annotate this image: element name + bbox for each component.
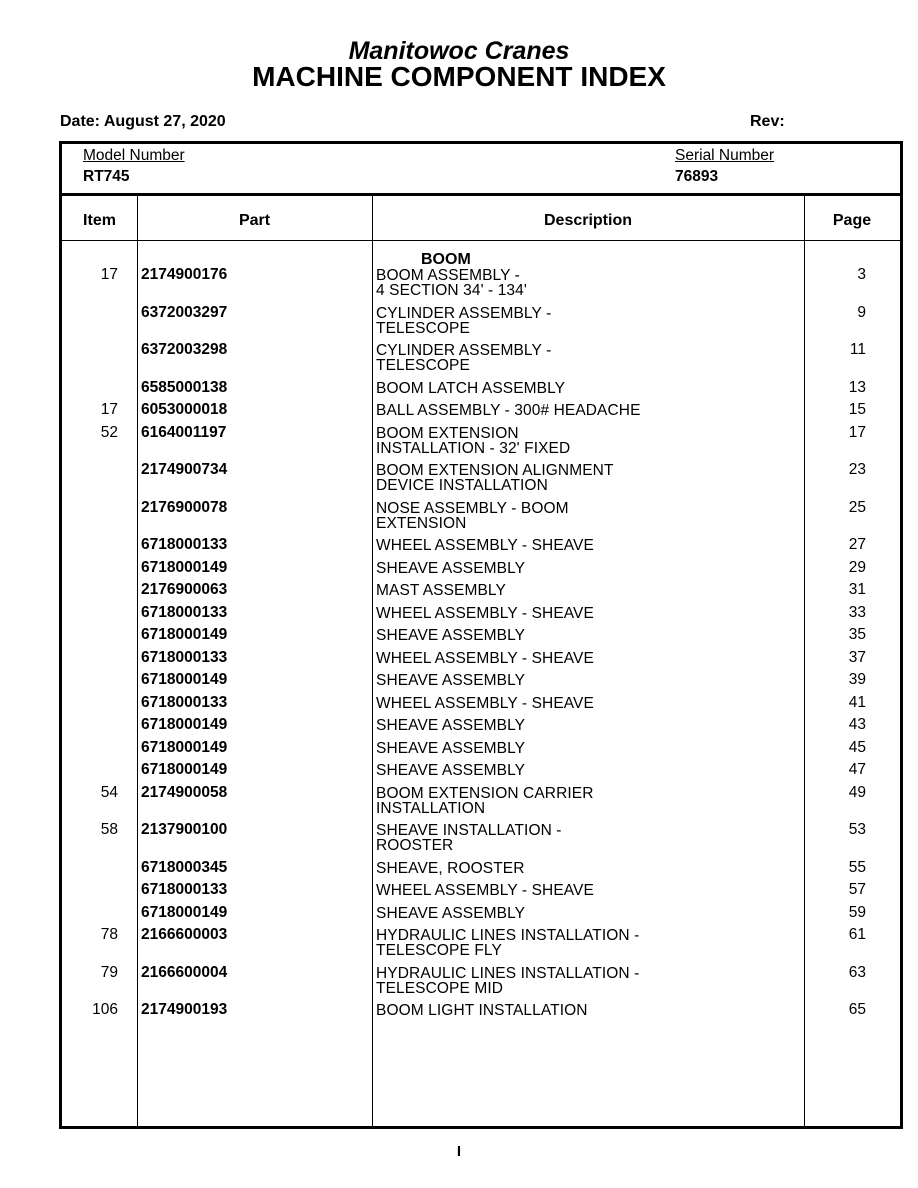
part-number: 2176900078	[141, 498, 228, 516]
column-header-page: Page	[832, 212, 872, 229]
part-description	[376, 501, 569, 531]
description-line: CYLINDER ASSEMBLY -	[376, 342, 552, 359]
part-number: 6718000149	[141, 626, 228, 643]
description-line: INSTALLATION	[376, 799, 486, 817]
item-number: 58	[100, 821, 118, 838]
page-reference: 23	[848, 461, 866, 478]
part-number: 2166600003	[141, 926, 228, 943]
description-line: NOSE ASSEMBLY - BOOM	[376, 499, 569, 517]
part-description	[376, 966, 639, 996]
part-number: 6372003298	[141, 341, 228, 358]
part-description	[376, 463, 614, 493]
part-number: 2174900734	[141, 461, 228, 478]
part-description	[376, 651, 594, 666]
part-description	[376, 381, 565, 396]
model-number-value: RT745	[83, 168, 130, 185]
part-number: 6718000133	[141, 881, 228, 898]
description-line: WHEEL ASSEMBLY - SHEAVE	[376, 604, 594, 622]
part-number: 2174900176	[141, 266, 228, 283]
part-description	[376, 696, 594, 711]
page-reference: 17	[848, 423, 866, 441]
page-reference: 61	[848, 926, 866, 943]
part-number: 6718000133	[141, 693, 228, 711]
page-reference: 55	[848, 858, 866, 876]
description-line: BOOM ASSEMBLY -	[376, 267, 520, 284]
description-line: SHEAVE, ROOSTER	[376, 859, 525, 877]
item-number: 52	[100, 423, 118, 441]
page-title: MACHINE COMPONENT INDEX	[252, 61, 666, 92]
page-reference: 49	[848, 783, 866, 801]
part-number: 2174900193	[141, 1001, 228, 1018]
part-description	[376, 583, 506, 598]
column-header-part: Part	[238, 212, 271, 229]
part-description	[376, 883, 594, 898]
item-number: 79	[100, 963, 118, 981]
part-description	[376, 343, 551, 373]
page-reference: 3	[857, 266, 866, 283]
part-description	[376, 741, 525, 756]
part-number: 6718000149	[141, 761, 228, 778]
part-description	[376, 561, 525, 576]
page-reference: 57	[848, 881, 866, 898]
page-reference: 63	[848, 963, 866, 981]
description-line: SHEAVE ASSEMBLY	[376, 762, 526, 779]
part-description	[376, 1003, 588, 1018]
page-reference: 47	[848, 761, 866, 778]
part-number: 2174900058	[141, 783, 228, 801]
date-label: Date: August 27, 2020	[60, 113, 226, 130]
description-line: BOOM LATCH ASSEMBLY	[376, 379, 566, 397]
page-reference: 45	[848, 738, 866, 756]
page-reference: 59	[848, 903, 866, 921]
model-number-label: Model Number	[83, 147, 185, 164]
page-reference: 41	[848, 693, 866, 711]
part-description	[376, 606, 594, 621]
part-description	[376, 763, 525, 778]
description-line: BOOM EXTENSION ALIGNMENT	[376, 462, 614, 479]
serial-number-value: 76893	[675, 168, 719, 185]
description-line: CYLINDER ASSEMBLY -	[376, 304, 552, 322]
part-number: 6718000133	[141, 536, 228, 553]
description-line: WHEEL ASSEMBLY - SHEAVE	[376, 537, 594, 554]
description-line: TELESCOPE MID	[376, 979, 504, 997]
part-number: 2166600004	[141, 963, 228, 981]
description-line: BALL ASSEMBLY - 300# HEADACHE	[376, 402, 641, 419]
page-reference: 25	[848, 498, 866, 516]
description-line: SHEAVE ASSEMBLY	[376, 739, 526, 757]
description-line: WHEEL ASSEMBLY - SHEAVE	[376, 882, 594, 899]
description-line: MAST ASSEMBLY	[376, 582, 506, 599]
page-reference: 9	[857, 303, 866, 321]
serial-number-label: Serial Number	[675, 147, 775, 164]
part-description	[376, 268, 527, 298]
part-description	[376, 861, 525, 876]
description-line: DEVICE INSTALLATION	[376, 477, 548, 494]
part-number: 6585000138	[141, 378, 228, 396]
part-description	[376, 906, 525, 921]
page-reference: 29	[848, 558, 866, 576]
page-reference: 11	[849, 341, 866, 358]
part-number: 6718000149	[141, 738, 228, 756]
part-number: 6372003297	[141, 303, 228, 321]
item-number: 17	[100, 266, 118, 283]
description-line: HYDRAULIC LINES INSTALLATION -	[376, 927, 640, 944]
page-reference: 13	[848, 378, 866, 396]
part-description	[376, 673, 525, 688]
page-reference: 15	[848, 401, 866, 418]
page-reference: 37	[848, 648, 866, 666]
page-reference: 27	[848, 536, 866, 553]
part-description	[376, 306, 551, 336]
part-description	[376, 823, 562, 853]
description-line: 4 SECTION 34' - 134'	[376, 282, 527, 299]
part-description	[376, 628, 525, 643]
column-header-item: Item	[83, 212, 116, 229]
part-number: 2176900063	[141, 581, 228, 598]
part-number: 6718000133	[141, 648, 228, 666]
part-number: 6718000149	[141, 671, 228, 688]
page-reference: 39	[848, 671, 866, 688]
page-reference: 43	[848, 716, 866, 733]
part-number: 6164001197	[141, 423, 227, 441]
part-number: 6718000345	[141, 858, 228, 876]
description-line: BOOM EXTENSION CARRIER	[376, 784, 594, 802]
page-reference: 31	[848, 581, 866, 598]
section-heading: BOOM	[421, 251, 471, 268]
item-number: 54	[100, 783, 118, 801]
part-number: 6718000149	[141, 558, 228, 576]
description-line: BOOM LIGHT INSTALLATION	[376, 1002, 588, 1019]
part-description	[376, 928, 639, 958]
description-line: ROOSTER	[376, 837, 454, 854]
description-line: SHEAVE ASSEMBLY	[376, 717, 526, 734]
description-line: WHEEL ASSEMBLY - SHEAVE	[376, 694, 594, 712]
part-number: 6718000133	[141, 603, 228, 621]
description-line: SHEAVE ASSEMBLY	[376, 904, 526, 922]
index-frame	[59, 141, 903, 1129]
part-description	[376, 538, 594, 553]
part-description	[376, 786, 594, 816]
description-line: BOOM EXTENSION	[376, 424, 519, 442]
part-number: 6718000149	[141, 716, 228, 733]
page-reference: 33	[848, 603, 866, 621]
item-number: 78	[100, 926, 118, 943]
description-line: EXTENSION	[376, 514, 467, 532]
page-number: I	[456, 1143, 462, 1160]
rev-label: Rev:	[750, 113, 785, 130]
description-line: SHEAVE ASSEMBLY	[376, 627, 526, 644]
part-number: 2137900100	[141, 821, 228, 838]
item-number: 17	[100, 401, 118, 418]
company-name: Manitowoc Cranes	[348, 37, 570, 65]
item-number: 106	[92, 1001, 118, 1018]
description-line: WHEEL ASSEMBLY - SHEAVE	[376, 649, 594, 667]
page-reference: 53	[848, 821, 866, 838]
column-header-description: Description	[543, 212, 632, 229]
description-line: SHEAVE INSTALLATION -	[376, 822, 562, 839]
part-number: 6053000018	[141, 401, 228, 418]
part-description	[376, 403, 641, 418]
component-table-body	[62, 144, 900, 1126]
description-line: HYDRAULIC LINES INSTALLATION -	[376, 964, 640, 982]
description-line: SHEAVE ASSEMBLY	[376, 559, 526, 577]
description-line: TELESCOPE FLY	[376, 942, 502, 959]
part-description	[376, 426, 570, 456]
page-reference: 65	[848, 1001, 866, 1018]
part-number: 6718000149	[141, 903, 228, 921]
part-description	[376, 718, 525, 733]
description-line: TELESCOPE	[376, 319, 470, 337]
page-reference: 35	[848, 626, 866, 643]
description-line: INSTALLATION - 32' FIXED	[376, 439, 571, 457]
description-line: TELESCOPE	[376, 357, 470, 374]
description-line: SHEAVE ASSEMBLY	[376, 672, 526, 689]
